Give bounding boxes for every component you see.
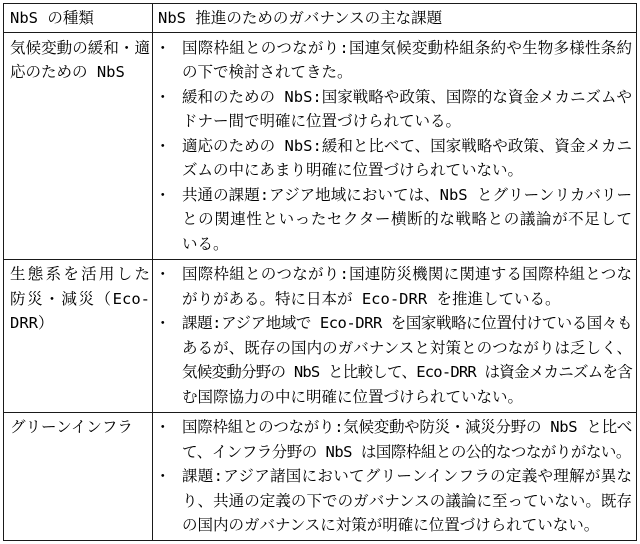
issue-item <box>155 311 632 409</box>
issue-text <box>182 85 632 134</box>
issue-line: との関連性といったセクター横断的な戦略との議論が不足して <box>182 210 632 228</box>
issue-line: 緩和のための NbS:国家戦略や政策、国際的な資金メカニズムや <box>182 87 632 106</box>
nbs-type-line: DRR） <box>10 314 54 332</box>
issue-item <box>155 36 632 85</box>
issue-item <box>155 415 632 464</box>
issue-text <box>182 311 632 409</box>
issue-text <box>182 415 632 464</box>
issue-line: て、インフラ分野の NbS は国際枠組との公的なつながりがない。 <box>182 442 631 461</box>
bullet-mark: ・ <box>155 87 171 106</box>
bullet-mark: ・ <box>155 136 171 155</box>
nbs-type-line: 気候変動の緩和・適 <box>10 38 150 57</box>
bullet-mark: ・ <box>155 418 171 436</box>
bullet-mark: ・ <box>155 38 171 57</box>
issue-item <box>155 262 632 311</box>
issue-line: り、共通の定義の下でのガバナンスの議論に至っていない。既存 <box>182 491 632 510</box>
issue-item <box>155 183 632 257</box>
nbs-type-line: グリーンインフラ <box>10 418 133 436</box>
issue-item <box>155 464 632 538</box>
table-row-green-infra <box>4 412 636 541</box>
issue-text <box>182 262 632 311</box>
nbs-type-line: 生態系を活用した <box>10 265 150 283</box>
issue-line: がりがある。特に日本が Eco-DRR を推進している。 <box>182 289 561 308</box>
nbs-type-cell <box>4 33 153 259</box>
governance-issues-cell <box>153 260 636 412</box>
nbs-type-cell <box>4 260 153 412</box>
issue-line: 国際枠組とのつながり:国連気候変動枠組条約や生物多様性条約 <box>182 38 632 57</box>
issue-line: 共通の課題:アジア地域においては、NbS とグリーンリカバリー <box>182 185 632 204</box>
nbs-type-line: 応のための NbS <box>10 63 125 81</box>
issue-line: ドナー間で明確に位置づけられている。 <box>182 112 462 130</box>
governance-issues-cell <box>153 33 636 259</box>
issue-item <box>155 85 632 134</box>
issue-line: いる。 <box>182 234 229 253</box>
issue-line: 気候変動分野の NbS と比較して、Eco-DRR は資金メカニズムを含 <box>182 363 632 381</box>
table-row-climate-nbs <box>4 32 636 259</box>
issue-line: の国内のガバナンスに対策が明確に位置づけられていない。 <box>182 516 600 534</box>
issue-text <box>182 36 632 85</box>
table-row-eco-drr <box>4 259 636 412</box>
issue-line: 国際枠組とのつながり:国連防災機関に関連する国際枠組とつな <box>182 265 632 283</box>
bullet-mark: ・ <box>155 314 171 332</box>
issue-text <box>182 464 632 538</box>
issue-line: 国際枠組とのつながり:気候変動や防災・減災分野の NbS と比べ <box>182 418 632 436</box>
issue-line: 課題:アジア諸国においてグリーンインフラの定義や理解が異な <box>182 467 632 485</box>
issue-line: あるが、既存の国内のガバナンスと対策とのつながりは乏しく、 <box>182 338 632 357</box>
nbs-type-cell <box>4 413 153 541</box>
header-nbs-type-cell <box>4 4 153 32</box>
issue-line: 課題:アジア地域で Eco-DRR を国家戦略に位置付けている国々も <box>182 314 632 332</box>
nbs-governance-table <box>3 3 637 541</box>
nbs-type-line: 防災・減災（Eco- <box>10 289 150 308</box>
header-governance-issues-cell <box>153 4 636 32</box>
bullet-mark: ・ <box>155 467 171 485</box>
bullet-mark: ・ <box>155 265 171 283</box>
issue-line: 適応のための NbS:緩和と比べて、国家戦略や政策、資金メカニ <box>182 136 632 155</box>
header-nbs-type-label: NbS の種類 <box>10 9 94 27</box>
issue-item <box>155 134 632 183</box>
header-governance-issues-label: NbS 推進のためのガバナンスの主な課題 <box>158 9 443 27</box>
governance-issues-cell <box>153 413 636 541</box>
bullet-mark: ・ <box>155 185 171 204</box>
table-header-row <box>4 4 636 32</box>
issue-line: ズムの中にあまり明確に位置づけられていない。 <box>182 161 524 179</box>
issue-text <box>182 183 632 257</box>
issue-text <box>182 134 632 183</box>
issue-line: の下で検討されてきた。 <box>182 63 353 81</box>
issue-line: む国際協力の中に明確に位置づけられていない。 <box>182 387 524 406</box>
